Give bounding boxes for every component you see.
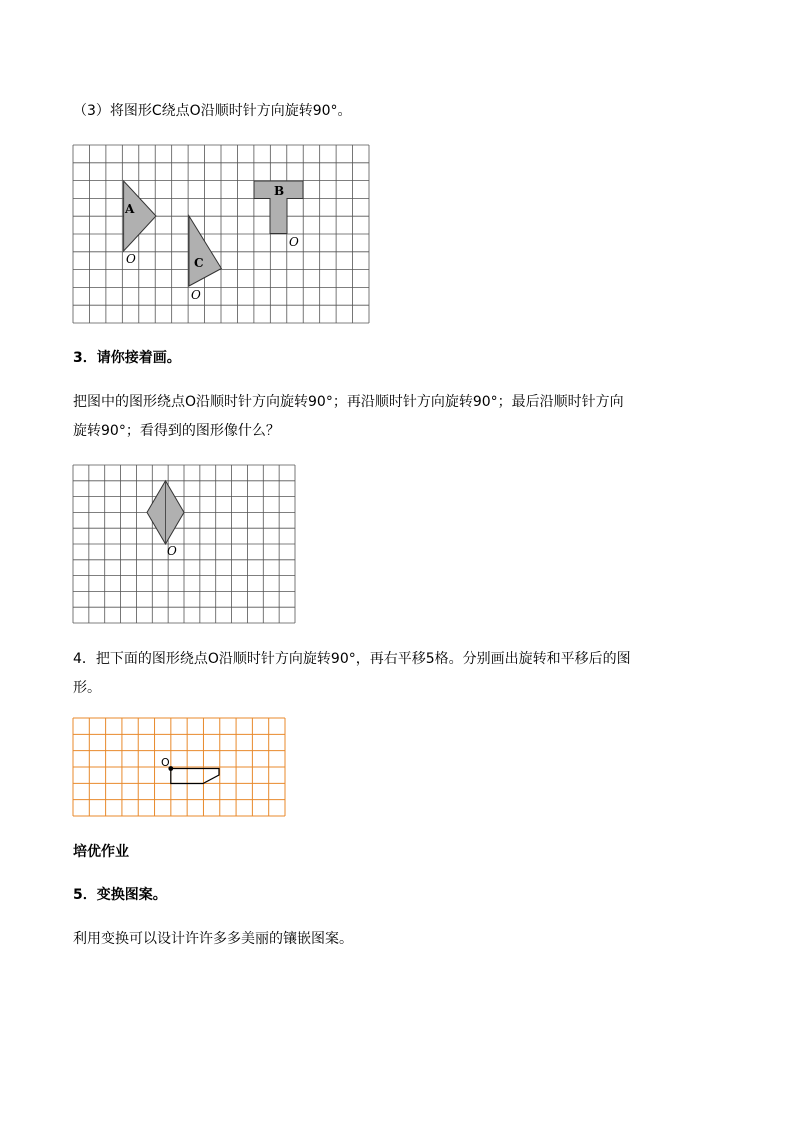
label-o-b: O xyxy=(289,235,299,249)
label-a: A xyxy=(125,202,135,216)
rotation-grid-figure-2 xyxy=(73,465,295,623)
question-3-line-2: 旋转90°；看得到的图形像什么？ xyxy=(73,423,280,439)
grid-lines xyxy=(73,465,295,623)
label-o-a: O xyxy=(126,252,136,266)
shape-c-triangle xyxy=(189,216,221,286)
label-b: B xyxy=(274,184,285,198)
label-o: O xyxy=(161,756,170,769)
shape-a-triangle xyxy=(124,181,156,251)
question-5-title: 5．变换图案。 xyxy=(73,887,167,903)
question-5-line-1: 利用变换可以设计许许多多美丽的镶嵌图案。 xyxy=(73,931,353,947)
label-c: C xyxy=(194,256,204,270)
rotation-grid-figure-3 xyxy=(73,718,285,816)
question-3-title: 3．请你接着画。 xyxy=(73,350,181,366)
question-3-line-1: 把图中的图形绕点O沿顺时针方向旋转90°；再沿顺时针方向旋转90°；最后沿顺时针方向 xyxy=(73,394,624,410)
grid-lines xyxy=(73,718,285,816)
rotation-grid-figure-1 xyxy=(73,145,371,325)
label-o-c: O xyxy=(191,288,201,302)
grid-lines xyxy=(73,145,369,323)
question-4-line-1: 4．把下面的图形绕点O沿顺时针方向旋转90°，再右平移5格。分别画出旋转和平移后的图 xyxy=(73,651,631,667)
pentagon-shape xyxy=(171,769,219,784)
section-title: 培优作业 xyxy=(73,844,129,860)
label-o: O xyxy=(167,544,177,558)
question-3-subpart: （3）将图形C绕点O沿顺时针方向旋转90°。 xyxy=(73,103,352,119)
question-4-line-2: 形。 xyxy=(73,680,101,696)
